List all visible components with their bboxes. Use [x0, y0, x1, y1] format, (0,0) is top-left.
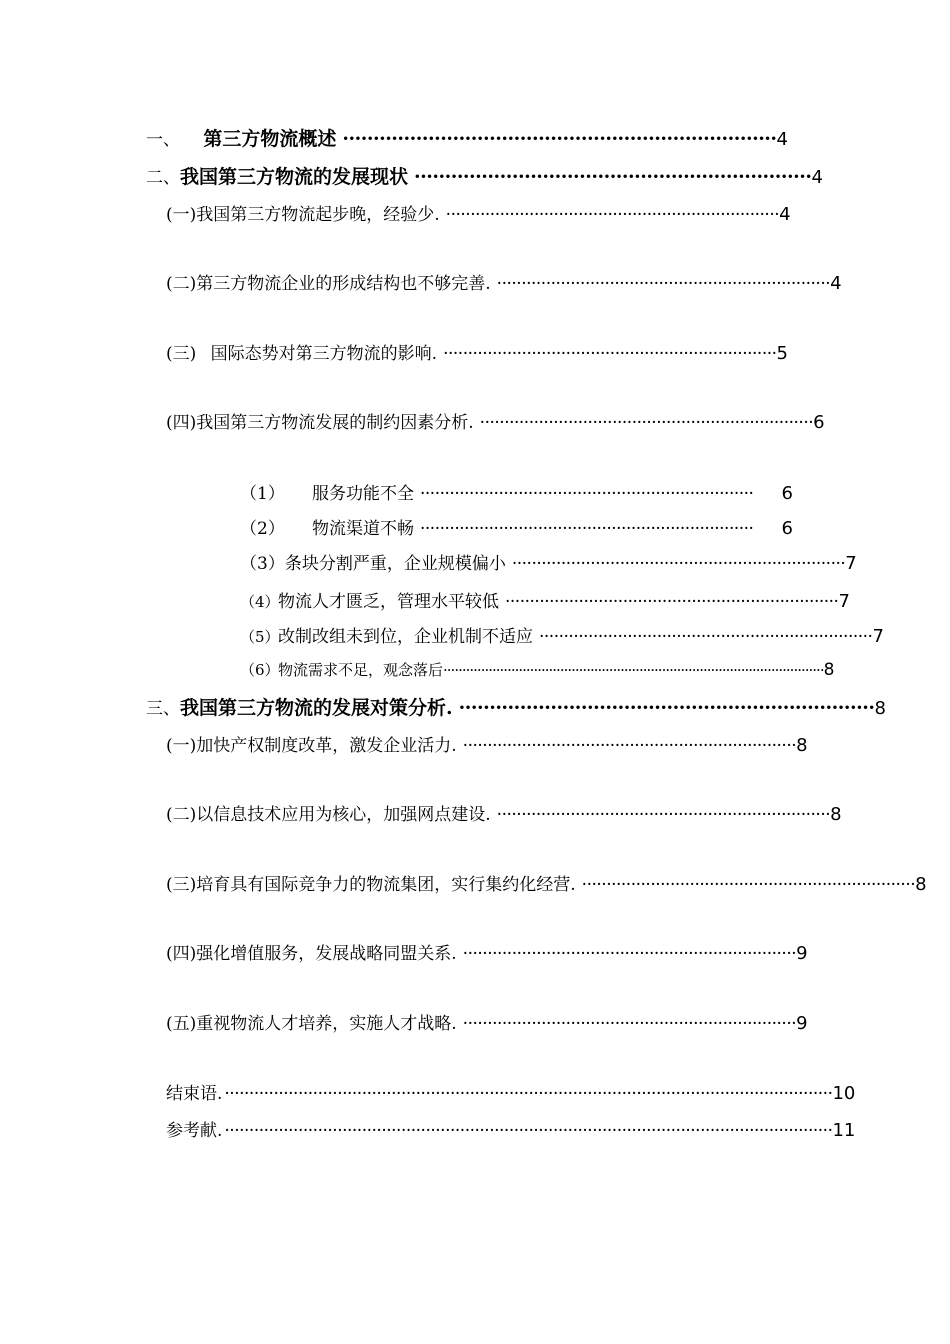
toc-entry[interactable]: [146, 162, 823, 189]
toc-entry[interactable]: [166, 269, 842, 294]
toc-page-number: 8: [796, 735, 808, 756]
toc-page-number: 9: [796, 1013, 808, 1034]
toc-entry[interactable]: [240, 587, 850, 612]
toc-entry[interactable]: [166, 1009, 808, 1034]
toc-entry[interactable]: [240, 514, 793, 539]
toc-entry-title: 服务功能不全: [312, 484, 414, 504]
toc-entry-title: 条块分割严重，企业规模偏小: [284, 554, 506, 574]
toc-page-number: 4: [811, 167, 823, 188]
toc-leader-dots: ····································································: [462, 736, 797, 756]
toc-page-number: 4: [779, 204, 791, 225]
toc-entry[interactable]: [166, 1079, 856, 1104]
toc-leader-dots: ····································································: [462, 944, 797, 964]
toc-page-number: 9: [796, 943, 808, 964]
toc-page-number: 11: [832, 1120, 856, 1141]
toc-page-number: 8: [874, 698, 886, 719]
toc-page-number: 7: [838, 591, 850, 612]
toc-entry-number: (四): [166, 413, 197, 433]
toc-leader-dots: ····································································: [443, 344, 777, 364]
toc-entry[interactable]: [166, 870, 927, 895]
toc-leader-dots: ····································································: [479, 413, 814, 433]
toc-entry-title: 重视物流人才培养，实施人才战略.: [196, 1014, 457, 1034]
toc-entry[interactable]: [166, 408, 825, 433]
toc-entry-title: 国际态势对第三方物流的影响.: [210, 344, 438, 364]
toc-entry[interactable]: [166, 800, 842, 825]
toc-entry-number: （3）: [240, 554, 285, 574]
toc-leader-dots: ·································································: [414, 166, 812, 188]
toc-leader-dots: ····························································································································: [224, 1084, 833, 1104]
toc-page-number: 6: [813, 412, 825, 433]
toc-entry-title: 我国第三方物流发展的制约因素分析.: [196, 413, 474, 433]
toc-entry-title: 我国第三方物流起步晚，经验少.: [196, 205, 440, 225]
toc-page-number: 4: [830, 273, 842, 294]
toc-entry[interactable]: [240, 549, 857, 574]
toc-leader-dots: ····························································································································: [224, 1121, 833, 1141]
toc-leader-dots: ····································································: [539, 627, 873, 647]
toc-entry-number: 二、: [146, 168, 180, 188]
toc-entry-title: 物流人才匮乏，管理水平较低: [278, 592, 499, 612]
toc-entry[interactable]: [166, 731, 808, 756]
toc-leader-dots: ····································································: [511, 554, 846, 574]
toc-leader-dots: ····································································: [420, 519, 754, 539]
toc-leader-dots: ····································································: [505, 592, 839, 612]
toc-entry-title: 物流渠道不畅: [312, 519, 414, 539]
toc-entry[interactable]: [240, 659, 835, 680]
toc-entry-number: (一): [166, 736, 197, 756]
toc-page-number: 4: [776, 129, 788, 150]
toc-entry[interactable]: [166, 1116, 856, 1141]
toc-entry-title: 我国第三方物流的发展对策分析.: [180, 697, 453, 719]
toc-leader-dots: ····································································: [496, 274, 831, 294]
toc-entry-number: (二): [166, 805, 197, 825]
toc-entry[interactable]: [166, 200, 791, 225]
toc-entry-number: （5）: [240, 628, 280, 646]
toc-entry-number: 三、: [146, 699, 180, 719]
toc-leader-dots: ·····································································································: [443, 661, 824, 679]
toc-entry[interactable]: [146, 693, 886, 720]
toc-entry[interactable]: [166, 339, 788, 364]
toc-entry-number: (一): [166, 205, 197, 225]
toc-page-number: 6: [781, 518, 793, 539]
toc-entry-title: 结束语.: [166, 1084, 223, 1104]
toc-leader-dots: ····································································: [581, 875, 916, 895]
toc-leader-dots: ····································································: [420, 484, 754, 504]
toc-entry[interactable]: [146, 124, 788, 151]
toc-entry-number: 一、: [146, 130, 180, 150]
toc-entry-title: 第三方物流概述: [203, 128, 337, 150]
toc-leader-dots: ····································································: [445, 205, 780, 225]
toc-leader-dots: ····································································: [462, 1014, 797, 1034]
toc-entry-title: 物流需求不足，观念落后: [278, 661, 444, 679]
toc-entry-number: (五): [166, 1014, 197, 1034]
toc-page-number: 6: [781, 483, 793, 504]
toc-entry-number: （6）: [240, 661, 280, 679]
toc-leader-dots: ····································································: [458, 697, 875, 719]
toc-entry-title: 改制改组未到位，企业机制不适应: [278, 627, 533, 647]
toc-entry-number: (三): [166, 875, 197, 895]
toc-entry-number: （2）: [240, 519, 285, 539]
toc-page-number: 8: [830, 804, 842, 825]
toc-leader-dots: ····································································: [496, 805, 831, 825]
toc-page-number: 8: [823, 660, 835, 680]
toc-page-number: 10: [832, 1083, 856, 1104]
toc-page-number: 7: [872, 626, 884, 647]
toc-entry-title: 第三方物流企业的形成结构也不够完善.: [196, 274, 491, 294]
toc-leader-dots: ·······································································: [342, 128, 777, 150]
toc-page-number: 8: [915, 874, 927, 895]
toc-entry[interactable]: [240, 479, 793, 504]
toc-entry-title: 加快产权制度改革，激发企业活力.: [196, 736, 457, 756]
toc-page-number: 5: [776, 343, 788, 364]
toc-entry-title: 参考献.: [166, 1121, 223, 1141]
toc-entry-number: (二): [166, 274, 197, 294]
toc-entry-title: 强化增值服务，发展战略同盟关系.: [196, 944, 457, 964]
toc-entry-number: （4）: [240, 593, 280, 611]
toc-entry-title: 培育具有国际竞争力的物流集团，实行集约化经营.: [196, 875, 576, 895]
toc-entry-number: (三): [166, 344, 197, 364]
toc-entry-number: （1）: [240, 484, 285, 504]
toc-entry-title: 以信息技术应用为核心，加强网点建设.: [196, 805, 491, 825]
toc-page-number: 7: [845, 553, 857, 574]
toc-entry[interactable]: [166, 939, 808, 964]
toc-entry-title: 我国第三方物流的发展现状: [180, 166, 409, 188]
toc-entry-number: (四): [166, 944, 197, 964]
toc-entry[interactable]: [240, 622, 884, 647]
